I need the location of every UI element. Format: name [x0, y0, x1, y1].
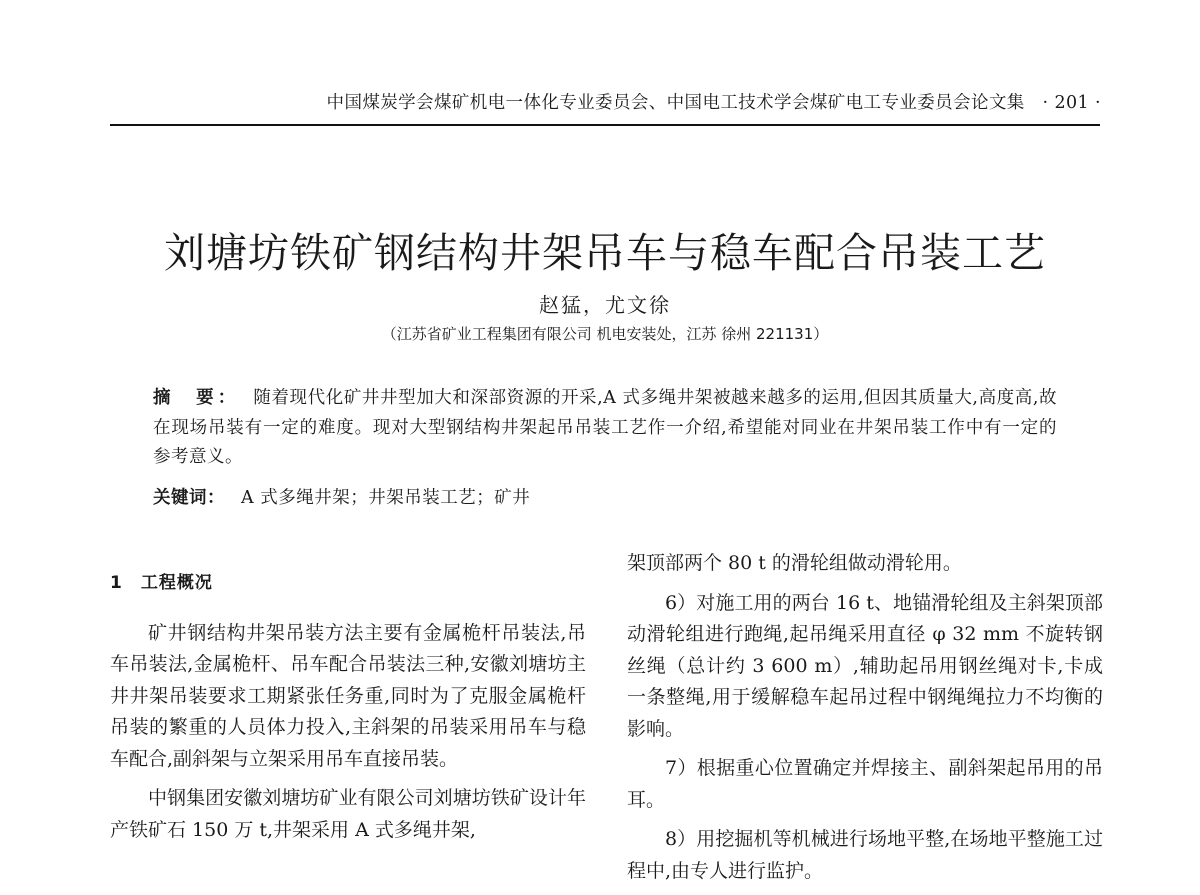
body-paragraph: 矿井钢结构井架吊装方法主要有金属桅杆吊装法,吊车吊装法,金属桅杆、吊车配合吊装法三种,安徽刘塘坊主井井架吊装要求工期紧张任务重,同时为了克服金属桅杆吊装的繁重的人员体力投入,主斜架的吊装采用吊车与稳车配合,副斜架与立架采用吊车直接吊装。	[110, 621, 586, 770]
section-number: 1	[110, 573, 123, 593]
keywords	[153, 484, 1057, 514]
body-paragraph: 中钢集团安徽刘塘坊矿业有限公司刘塘坊铁矿设计年产铁矿石 150 万 t,井架采用 A 式多绳井架,	[110, 787, 586, 841]
body-paragraph: 7）根据重心位置确定并焊接主、副斜架起吊用的吊耳。	[627, 757, 1103, 811]
keywords-label: 关键词：	[153, 488, 225, 508]
right-column	[627, 548, 1103, 895]
left-column	[110, 548, 586, 854]
section-heading	[110, 568, 586, 600]
abstract-text: 随着现代化矿井井型加大和深部资源的开采,A 式多绳井架被越来越多的运用,但因其质量大,高度高,故在现场吊装有一定的难度。现对大型钢结构井架起吊吊装工艺作一介绍,希望能对同业在井架吊装工作中有一定的参考意义。	[153, 388, 1057, 467]
section-title: 工程概况	[140, 573, 213, 593]
keywords-text: A 式多绳井架；井架吊装工艺；矿井	[241, 488, 531, 508]
affiliation: （江苏省矿业工程集团有限公司 机电安装处，江苏 徐州 221131）	[381, 325, 829, 343]
authors: 赵猛，尤文徐	[539, 293, 671, 317]
abstract	[153, 384, 1057, 473]
body-paragraph: 6）对施工用的两台 16 t、地锚滑轮组及主斜架顶部动滑轮组进行跑绳,起吊绳采用直径 φ 32 mm 不旋转钢丝绳（总计约 3 600 m）,辅助起吊用钢丝绳对卡,卡成一条整绳,用于缓解稳车起吊过程中钢绳绳拉力不均衡的影响。	[627, 591, 1103, 740]
paper-title: 刘塘坊铁矿钢结构井架吊车与稳车配合吊装工艺	[164, 229, 1046, 278]
body-paragraph: 架顶部两个 80 t 的滑轮组做动滑轮用。	[627, 552, 962, 574]
header-rule	[110, 124, 1100, 126]
abstract-label: 摘 要：	[153, 388, 240, 408]
body-paragraph: 8）用挖掘机等机械进行场地平整,在场地平整施工过程中,由专人进行监护。	[627, 828, 1103, 882]
running-header: 中国煤炭学会煤矿机电一体化专业委员会、中国电工技术学会煤矿电工专业委员会论文集 · 201 ·	[326, 93, 1101, 113]
